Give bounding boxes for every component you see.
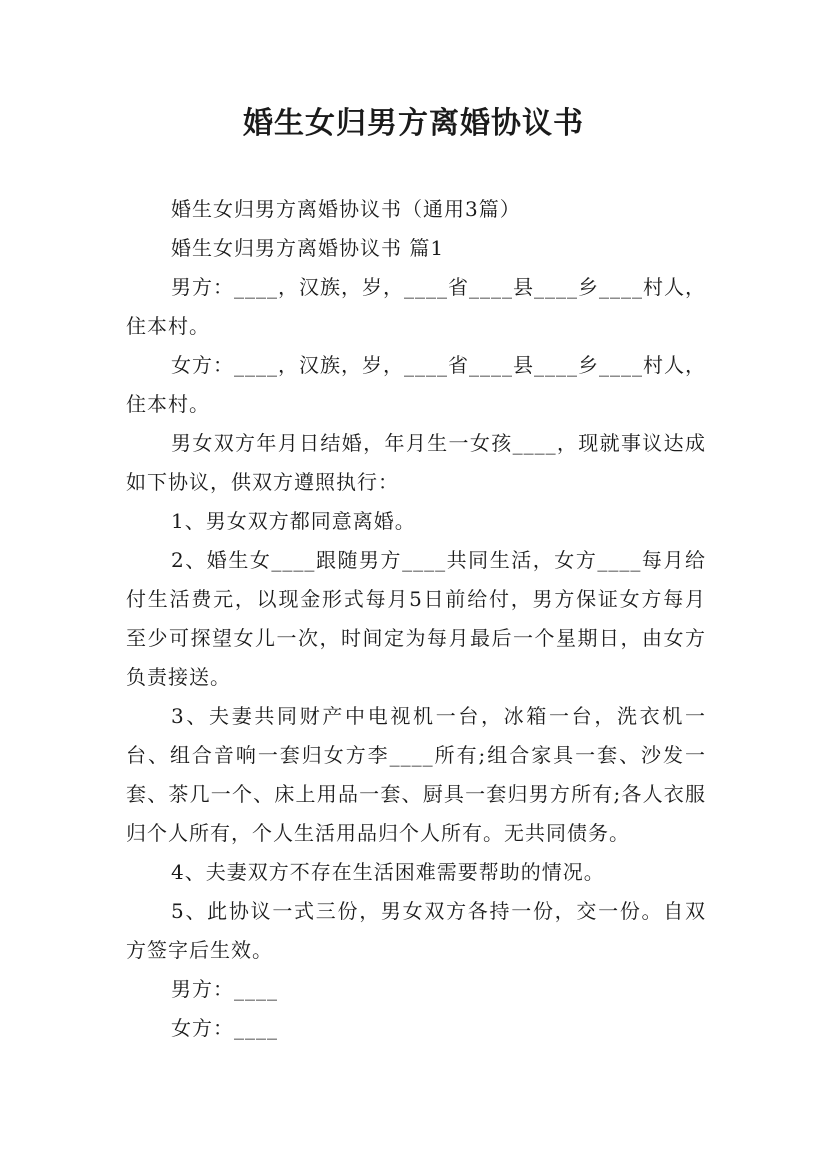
wife-signature-line: 女方：____ — [171, 1016, 278, 1040]
document-title: 婚生女归男方离婚协议书 — [243, 106, 584, 141]
husband-signature-line: 男方：____ — [171, 977, 278, 1001]
subtitle-paragraph: 婚生女归男方离婚协议书（通用3篇） — [171, 197, 521, 221]
section-heading: 婚生女归男方离婚协议书 篇1 — [171, 236, 445, 260]
clause-2-paragraph: 2、婚生女____跟随男方____共同生活，女方____每月给付生活费元，以现金形式每月5日前给付，男方保证女方每月至少可探望女儿一次，时间定为每月最后一个星期日，由女方负责接送。 — [126, 548, 706, 689]
husband-info-paragraph: 男方：____，汉族，岁，____省____县____乡____村人，住本村。 — [126, 275, 706, 338]
marriage-info-paragraph: 男女双方年月日结婚，年月生一女孩____，现就事议达成如下协议，供双方遵照执行： — [126, 431, 706, 494]
clause-4-paragraph: 4、夫妻双方不存在生活困难需要帮助的情况。 — [171, 860, 605, 884]
clause-3-paragraph: 3、夫妻共同财产中电视机一台，冰箱一台，洗衣机一台、组合音响一套归女方李____所有;组合家具一套、沙发一套、茶几一个、床上用品一套、厨具一套归男方所有;各人衣服归个人所有，个人生活用品归个人所有。无共同债务。 — [126, 704, 706, 845]
wife-info-paragraph: 女方：____，汉族，岁，____省____县____乡____村人，住本村。 — [126, 353, 706, 416]
document-body — [126, 190, 706, 1048]
clause-1-paragraph: 1、男女双方都同意离婚。 — [171, 509, 416, 533]
clause-5-paragraph: 5、此协议一式三份，男女双方各持一份，交一份。自双方签字后生效。 — [126, 899, 706, 962]
